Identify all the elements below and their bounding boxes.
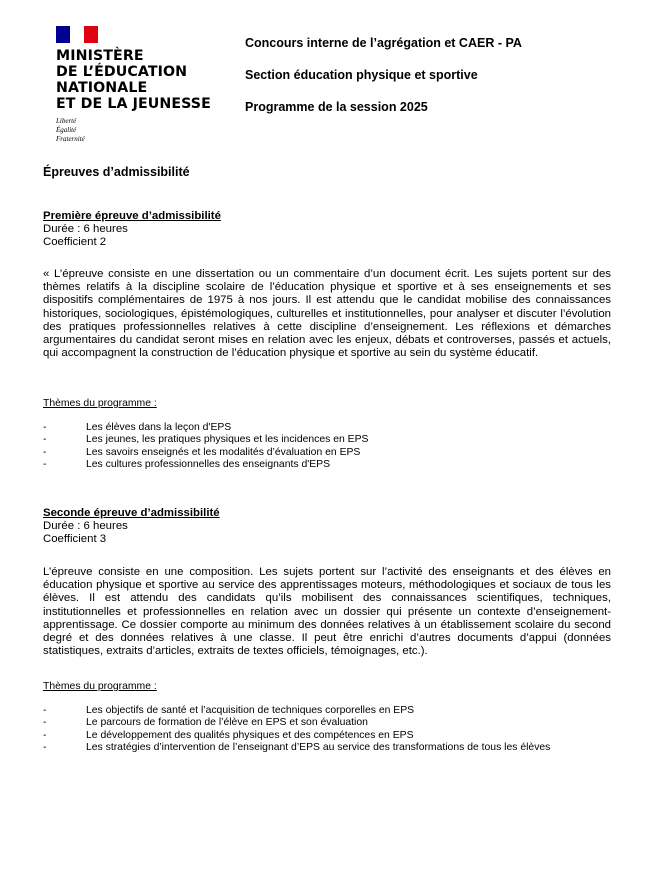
bullet-dash: - [43,459,47,471]
bullet-dash: - [43,446,47,458]
theme-text: Le parcours de formation de l’élève en EPS et son évaluation [86,717,368,729]
theme-text: Les savoirs enseignés et les modalités d’évaluation en EPS [86,446,361,458]
bullet-dash: - [43,705,47,716]
ministry-logo [56,26,216,144]
header-contest: Concours interne de l’agrégation et CAER - PA [245,36,522,50]
epreuve1-coefficient: Coefficient 2 [43,236,107,249]
bullet-dash: - [43,742,47,754]
epreuve2-description: L’épreuve consiste en une composition. Les sujets portent sur l’activité des enseignants et des élèves en éducation physique et sportive au service des apprentissages moteurs, méthodologiques et sociaux de tous les élèves. Il est attendu des candidats qu’ils mobilisent des connaissances scientifiques, techniques, institutionnelles et professionnelles en relation avec un dossier qui présente un contexte d’enseignement-apprentissage. Ce dossier comporte au minimum des données relatives à un établissement scolaire du second degré et des données relatives à une classe. Il peut être enrichi d’autres documents d’appui (données statistiques, extraits d’articles, extraits de textes officiels, témoignages, etc.). [43,566,611,658]
ministry-line: NATIONALE [56,80,148,96]
theme-text: Les cultures professionnelles des enseignants d'EPS [86,459,331,471]
republic-motto [56,117,216,144]
theme-text: Les objectifs de santé et l’acquisition de techniques corporelles en EPS [86,705,415,716]
ministry-line: MINISTÈRE [56,48,144,64]
motto-line: Liberté [56,117,77,125]
theme-text: Les jeunes, les pratiques physiques et les incidences en EPS [86,434,369,446]
epreuve2-themes-list [43,705,611,755]
ministry-name [56,48,216,112]
page-title: Épreuves d’admissibilité [43,165,190,179]
list-item [43,742,611,754]
epreuve2-title: Seconde épreuve d’admissibilité [43,507,220,519]
flag-blue-stripe [56,26,70,43]
ministry-line: DE L’ÉDUCATION [56,64,188,80]
theme-text: Les élèves dans la leçon d'EPS [86,422,232,433]
list-item [43,434,611,446]
epreuve1-description: « L’épreuve consiste en une dissertation ou un commentaire d’un document écrit. Les sujets portent sur des thèmes relatifs à la discipline scolaire de l’éducation physique et sportive et à ses enseignements et ses dispositifs complémentaires de 1975 à nos jours. Il est attendu que le candidat mobilise des connaissances historiques, sociologiques, épistémologiques, culturelles et institutionnelles, pour analyser et discuter l’évolution des pratiques professionnelles relatives à cette discipline d’enseignement. Les réflexions et démarches argumentaires du candidat seront mises en relation avec les enjeux, débats et controverses, passés et actuels, qui accompagnent la construction de l’éducation physique et sportive au sein du système éducatif. [43,268,611,360]
epreuve2-header [43,507,611,547]
list-item [43,447,611,459]
epreuve1-themes-list [43,422,611,472]
document-header [245,36,522,132]
header-section: Section éducation physique et sportive [245,68,478,82]
epreuve1-duree: Durée : 6 heures [43,223,128,236]
motto-line: Fraternité [56,135,85,143]
epreuve2-themes-title: Thèmes du programme : [43,681,157,692]
epreuve1-themes-title: Thèmes du programme : [43,398,157,409]
bullet-dash: - [43,729,47,741]
french-flag-icon [56,26,98,43]
bullet-dash: - [43,717,47,729]
bullet-dash: - [43,434,47,446]
list-item [43,730,611,742]
theme-text: Les stratégies d’intervention de l’enseignant d’EPS au service des transformations de tous les élèves [86,742,551,754]
epreuve2-coefficient: Coefficient 3 [43,533,107,546]
motto-line: Égalité [56,126,77,134]
epreuve1-title: Première épreuve d’admissibilité [43,210,221,222]
epreuve1-header [43,210,611,250]
header-session: Programme de la session 2025 [245,100,428,114]
list-item [43,459,611,471]
flag-red-stripe [84,26,98,43]
flag-white-stripe [70,26,84,43]
epreuve2-duree: Durée : 6 heures [43,520,128,533]
list-item [43,717,611,729]
list-item [43,705,611,717]
theme-text: Le développement des qualités physiques et des compétences en EPS [86,729,414,741]
bullet-dash: - [43,422,47,433]
list-item [43,422,611,434]
ministry-line: ET DE LA JEUNESSE [56,96,211,112]
